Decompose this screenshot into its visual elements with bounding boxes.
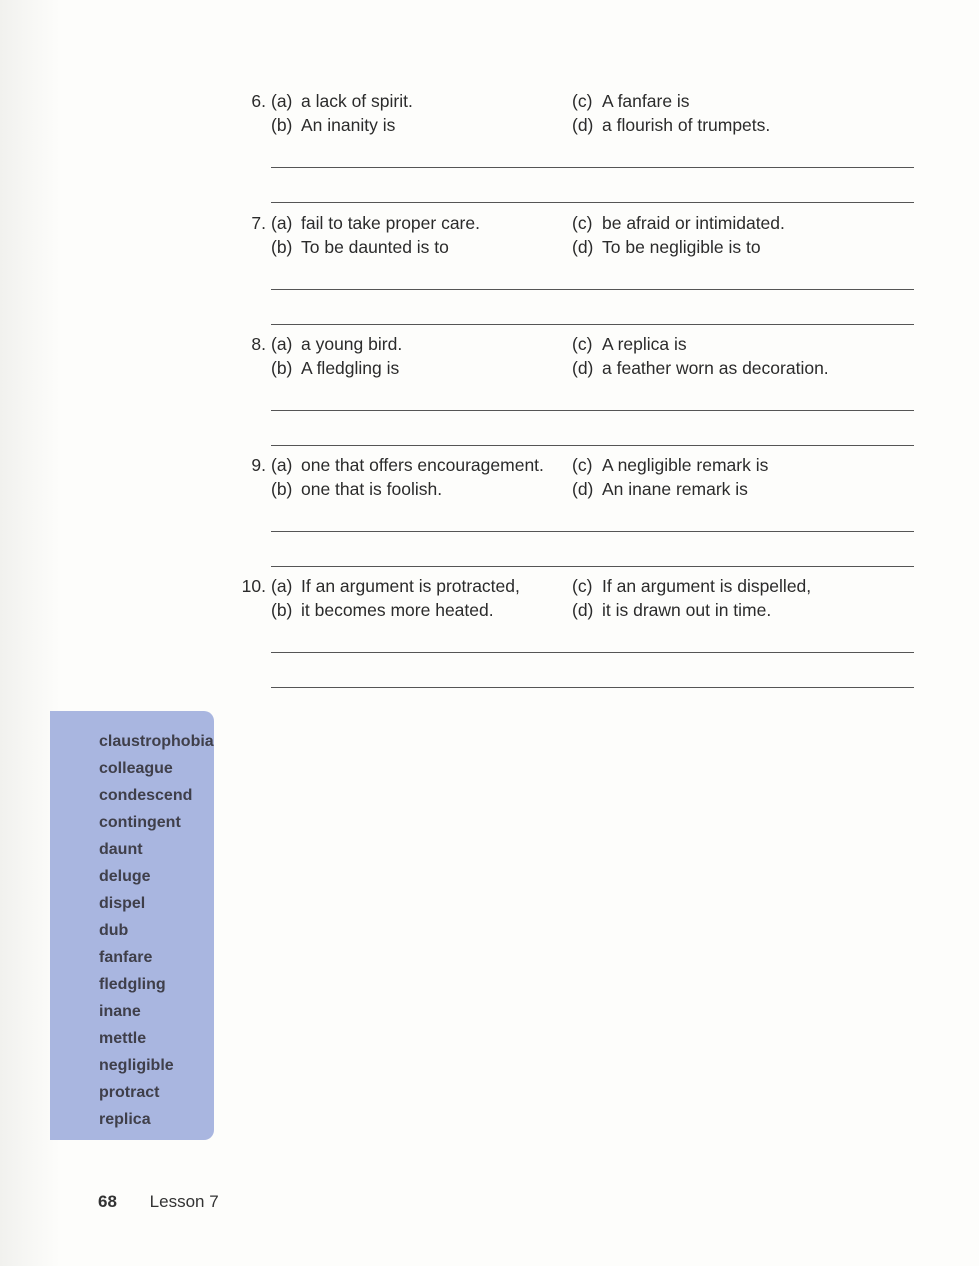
page-footer xyxy=(98,1192,219,1212)
question-6 xyxy=(236,89,916,209)
choice-a xyxy=(271,211,480,235)
question-9 xyxy=(236,453,916,573)
answer-line[interactable] xyxy=(271,445,914,446)
choice-letter: (b) xyxy=(271,479,293,499)
word-list-item: dispel xyxy=(99,895,146,912)
choice-c xyxy=(572,574,811,598)
answer-line[interactable] xyxy=(271,531,914,532)
choice-a xyxy=(271,574,520,598)
word-list xyxy=(50,711,214,1133)
choice-d xyxy=(572,235,761,259)
question-7 xyxy=(236,211,916,331)
question-number: 9. xyxy=(251,455,266,475)
choice-letter: (b) xyxy=(271,600,293,620)
choice-text: An inane remark is xyxy=(602,479,748,499)
choice-c xyxy=(572,453,768,477)
choice-letter: (d) xyxy=(572,600,594,620)
choice-text: To be daunted is to xyxy=(301,237,449,257)
choice-letter: (d) xyxy=(572,237,594,257)
page-number: 68 xyxy=(98,1192,117,1211)
choice-letter: (a) xyxy=(271,576,293,596)
word-list-item: colleague xyxy=(99,760,173,777)
choice-b xyxy=(271,113,395,137)
answer-line[interactable] xyxy=(271,410,914,411)
word-list-item: fledgling xyxy=(99,976,166,993)
choice-text: If an argument is protracted, xyxy=(301,576,520,596)
word-list-item: protract xyxy=(99,1084,160,1101)
choice-b xyxy=(271,356,399,380)
choice-text: a young bird. xyxy=(301,334,403,354)
word-list-item: claustrophobia xyxy=(99,733,214,750)
answer-line[interactable] xyxy=(271,289,914,290)
question-number: 7. xyxy=(251,213,266,233)
choice-a xyxy=(271,453,544,477)
question-number: 8. xyxy=(251,334,266,354)
word-list-item: negligible xyxy=(99,1057,174,1074)
choice-letter: (c) xyxy=(572,455,593,475)
answer-line[interactable] xyxy=(271,652,914,653)
choice-text: To be negligible is to xyxy=(602,237,761,257)
choice-letter: (c) xyxy=(572,213,593,233)
answer-line[interactable] xyxy=(271,202,914,203)
choice-text: A negligible remark is xyxy=(602,455,769,475)
choice-a xyxy=(271,332,402,356)
choice-letter: (a) xyxy=(271,213,293,233)
choice-b xyxy=(271,477,442,501)
choice-letter: (a) xyxy=(271,334,293,354)
choice-c xyxy=(572,211,785,235)
question-number: 10. xyxy=(241,576,266,596)
choice-d xyxy=(572,113,770,137)
question-number: 6. xyxy=(251,91,266,111)
word-list-item: mettle xyxy=(99,1030,147,1047)
choice-letter: (d) xyxy=(572,358,594,378)
lesson-label: Lesson 7 xyxy=(149,1192,219,1211)
answer-line[interactable] xyxy=(271,324,914,325)
choice-a xyxy=(271,89,413,113)
choice-letter: (b) xyxy=(271,237,293,257)
choice-d xyxy=(572,598,771,622)
choice-b xyxy=(271,598,494,622)
choice-text: If an argument is dispelled, xyxy=(602,576,812,596)
choice-b xyxy=(271,235,449,259)
choice-text: A fanfare is xyxy=(602,91,690,111)
choice-letter: (a) xyxy=(271,455,293,475)
choice-letter: (b) xyxy=(271,115,293,135)
choice-text: it is drawn out in time. xyxy=(602,600,772,620)
word-list-item: dub xyxy=(99,922,129,939)
choice-text: A replica is xyxy=(602,334,687,354)
choice-letter: (d) xyxy=(572,479,594,499)
word-list-item: inane xyxy=(99,1003,141,1020)
question-8 xyxy=(236,332,916,452)
answer-line[interactable] xyxy=(271,687,914,688)
word-list-box xyxy=(50,711,214,1140)
choice-text: a flourish of trumpets. xyxy=(602,115,771,135)
choice-letter: (c) xyxy=(572,576,593,596)
choice-letter: (c) xyxy=(572,91,593,111)
choice-d xyxy=(572,356,829,380)
choice-text: one that is foolish. xyxy=(301,479,443,499)
choice-letter: (d) xyxy=(572,115,594,135)
word-list-item: deluge xyxy=(99,868,151,885)
choice-letter: (b) xyxy=(271,358,293,378)
choice-c xyxy=(572,332,687,356)
answer-line[interactable] xyxy=(271,566,914,567)
choice-text: A fledgling is xyxy=(301,358,400,378)
answer-line[interactable] xyxy=(271,167,914,168)
choice-c xyxy=(572,89,690,113)
choice-letter: (a) xyxy=(271,91,293,111)
word-list-item: daunt xyxy=(99,841,143,858)
choice-text: An inanity is xyxy=(301,115,396,135)
choice-text: one that offers encouragement. xyxy=(301,455,544,475)
choice-d xyxy=(572,477,748,501)
word-list-item: condescend xyxy=(99,787,193,804)
choice-text: fail to take proper care. xyxy=(301,213,480,233)
choice-letter: (c) xyxy=(572,334,593,354)
choice-text: a lack of spirit. xyxy=(301,91,413,111)
word-list-item: replica xyxy=(99,1111,151,1128)
word-list-item: contingent xyxy=(99,814,181,831)
question-10 xyxy=(236,574,916,694)
choice-text: it becomes more heated. xyxy=(301,600,494,620)
choice-text: a feather worn as decoration. xyxy=(602,358,829,378)
choice-text: be afraid or intimidated. xyxy=(602,213,785,233)
word-list-item: fanfare xyxy=(99,949,153,966)
